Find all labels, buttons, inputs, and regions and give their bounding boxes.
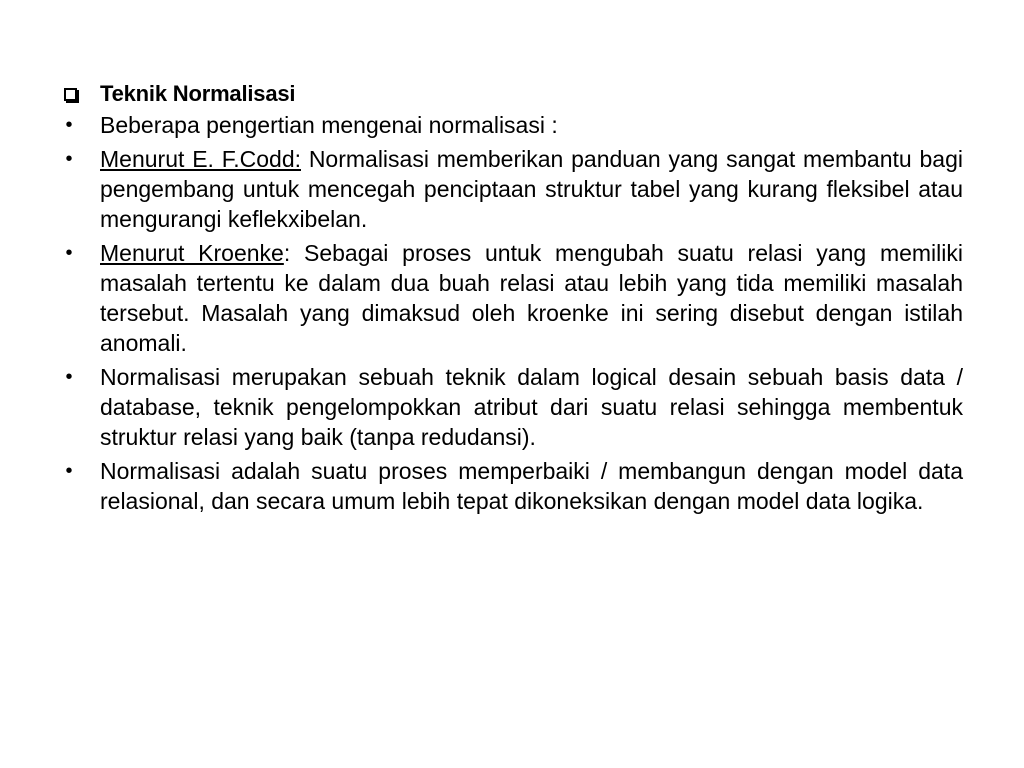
bullet-dot-icon: • [65, 148, 73, 170]
list-item-body [100, 362, 963, 452]
list-item [60, 110, 963, 140]
list-item-text: Normalisasi merupakan sebuah teknik dalam logical desain sebuah basis data / database, teknik pengelompokkan atribut dari suatu relasi sehingga membentuk struktur relasi yang baik (tanpa redudansi). [100, 364, 963, 450]
list-item-text: Normalisasi adalah suatu proses memperbaiki / membangun dengan model data relasional, dan secara umum lebih tepat dikoneksikan dengan model data logika. [100, 458, 963, 514]
list-item-lead: Menurut Kroenke [100, 240, 284, 266]
bullet-dot-icon: • [65, 366, 73, 388]
list-item [60, 456, 963, 516]
list-item [60, 144, 963, 234]
slide-content [60, 78, 963, 520]
list-item-text: Normalisasi memberikan panduan yang sangat membantu bagi pengembang untuk mencegah penciptaan struktur tabel yang kurang fleksibel atau mengurangi keflekxibelan. [100, 146, 963, 232]
bullet-dot-icon: • [65, 114, 73, 136]
list-item-text: Beberapa pengertian mengenai normalisasi : [100, 112, 558, 138]
list-item-body [100, 110, 963, 140]
list-item [60, 238, 963, 358]
checkbox-bullet-icon [64, 88, 77, 101]
list-item-body [100, 144, 963, 234]
list-item [60, 362, 963, 452]
list-item-lead: Menurut E. F.Codd: [100, 146, 301, 172]
slide-heading: Teknik Normalisasi [100, 81, 296, 106]
list-item-body [100, 238, 963, 358]
heading-row [60, 78, 963, 110]
bullet-dot-icon: • [65, 242, 73, 264]
bullet-list [60, 110, 963, 516]
bullet-dot-icon: • [65, 460, 73, 482]
list-item-body [100, 456, 963, 516]
list-item-text: : Sebagai proses untuk mengubah suatu relasi yang memiliki masalah tertentu ke dalam dua buah relasi atau lebih yang tida memiliki masalah tersebut. Masalah yang dimaksud oleh kroenke ini sering disebut dengan istilah anomali. [100, 240, 963, 356]
